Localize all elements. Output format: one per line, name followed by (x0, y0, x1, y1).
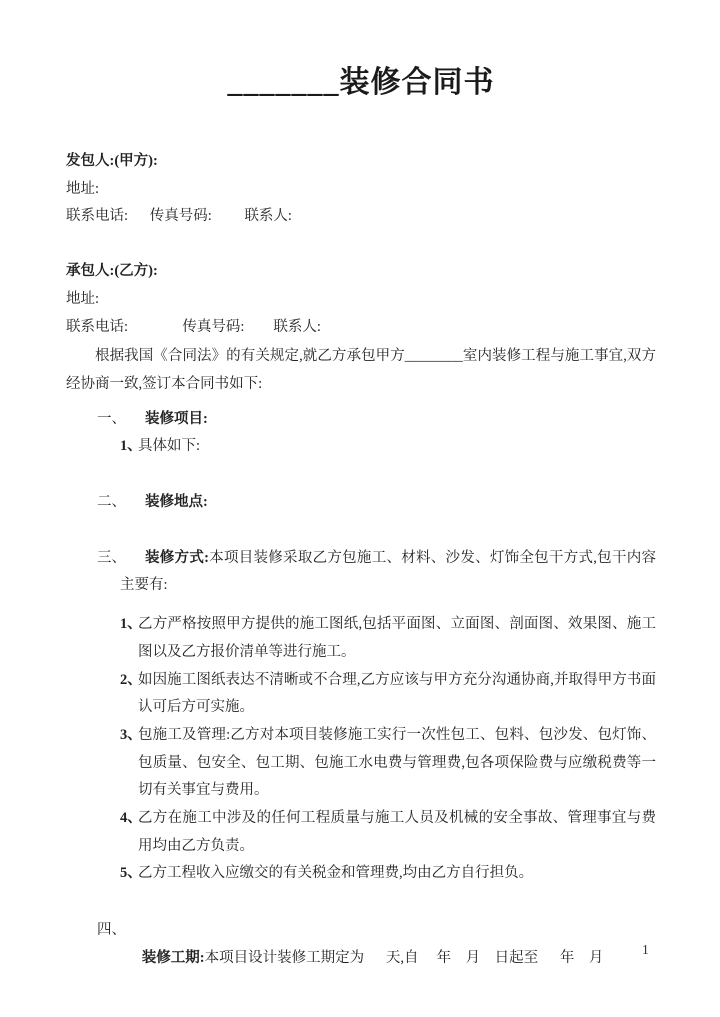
list-item (66, 611, 656, 666)
list-item (66, 433, 656, 461)
list-item (66, 667, 656, 722)
item-number: 5、 (120, 865, 142, 882)
section-number: 三、 (97, 549, 126, 566)
section-1-items (66, 433, 656, 461)
item-text: 乙方严格按照甲方提供的施工图纸,包括平面图、立面图、剖面图、效果图、施工图以及乙方报价清单等进行施工。 (138, 616, 656, 660)
list-item (66, 722, 656, 805)
item-text: 乙方工程收入应缴交的有关税金和管理费,均由乙方自行担负。 (138, 865, 534, 882)
party-b-address: 地址: (66, 290, 100, 307)
list-item (66, 805, 656, 860)
section-number: 二、 (97, 494, 126, 511)
party-a-block (66, 148, 656, 231)
section-tail: 本项目装修采取乙方包施工、材料、沙发、灯饰全包干方式,包干内容主要有: (120, 549, 656, 594)
section-label: 装修方式: (145, 549, 209, 566)
party-b-heading: 承包人:(乙方): (66, 263, 158, 280)
item-text: 具体如下: (138, 438, 201, 455)
party-a-heading: 发包人:(甲方): (66, 153, 158, 169)
item-number: 4、 (120, 810, 142, 827)
item-number: 3、 (120, 726, 142, 743)
party-b-contacts: 联系电话: 传真号码: 联系人: (66, 318, 321, 335)
item-number: 1、 (120, 438, 142, 455)
item-text: 乙方在施工中涉及的任何工程质量与施工人员及机械的安全事故、管理事宜与费用均由乙方负责。 (138, 810, 656, 854)
item-number: 1、 (120, 616, 142, 633)
section-renovation-items (66, 406, 656, 434)
party-b-block (66, 258, 656, 341)
section-label: 装修工期: (141, 949, 205, 966)
section-tail: 本项目设计装修工期定为 天,自 年 月 日起至 年 月 (204, 949, 604, 966)
preamble-paragraph: 根据我国《合同法》的有关规定,就乙方承包甲方________室内装修工程与施工事宜,双方经协商一致,签订本合同书如下: (66, 348, 656, 392)
item-text: 如因施工图纸表达不清晰或不合理,乙方应该与甲方充分沟通协商,并取得甲方书面认可后方可实施。 (138, 671, 656, 716)
section-3-items (66, 611, 656, 888)
section-number: 四、 (97, 922, 126, 939)
section-renovation-method (66, 545, 656, 600)
list-item (66, 860, 656, 888)
section-renovation-schedule (66, 917, 656, 1000)
party-a-address: 地址: (66, 180, 100, 197)
section-label: 装修项目: (145, 410, 208, 427)
page-number: 1 (642, 942, 649, 957)
section-renovation-location (66, 489, 656, 517)
party-a-contacts: 联系电话: 传真号码: 联系人: (66, 208, 292, 225)
section-number: 一、 (97, 410, 126, 427)
section-label: 装修地点: (145, 494, 208, 511)
item-number: 2、 (120, 671, 142, 688)
item-text: 包施工及管理:乙方对本项目装修施工实行一次性包工、包料、包沙发、包灯饰、包质量、包安全、包工期、包施工水电费与管理费,包各项保险费与应缴税费等一切有关事宜与费用。 (138, 726, 656, 799)
document-title: _______装修合同书 (227, 66, 495, 99)
